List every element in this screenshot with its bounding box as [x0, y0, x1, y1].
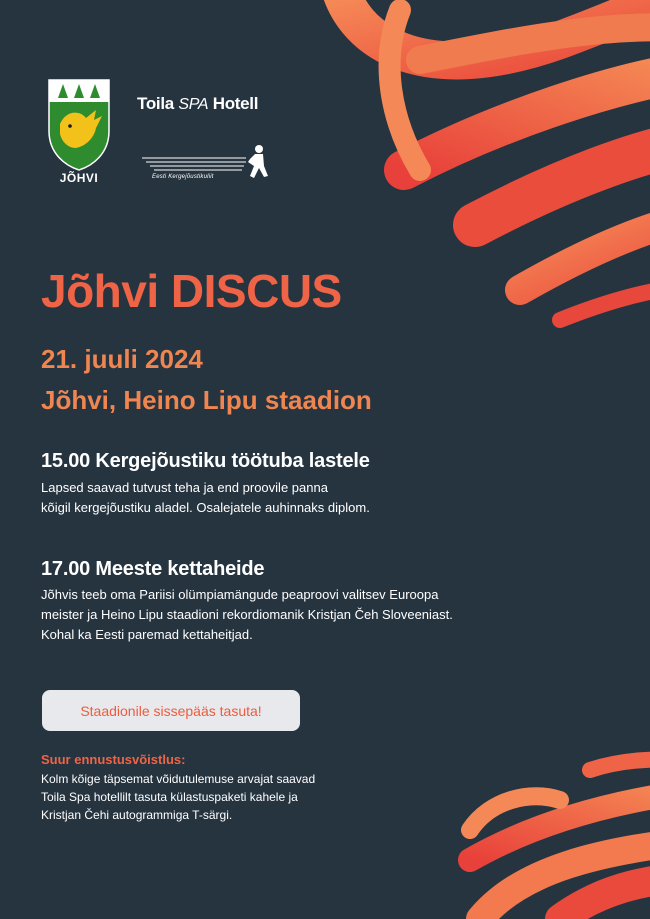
event-2-line: Kohal ka Eesti paremad kettaheitjad. — [41, 627, 253, 642]
event-2-title: 17.00 Meeste kettaheide — [41, 558, 265, 580]
event-1-line: Lapsed saavad tutvust teha ja end proovile panna — [41, 480, 328, 495]
crest-name: JÕHVI — [59, 171, 99, 185]
contest-line: Kolm kõige täpsemat võidutulemuse arvajat saavad — [41, 772, 316, 786]
event-2-line: meister ja Heino Lipu staadioni rekordiomanik Kristjan Čeh Sloveeniast. — [41, 607, 453, 622]
contest-line: Toila Spa hotellilt tasuta külastuspaketi kahele ja — [41, 790, 298, 804]
event-date: 21. juuli 2024 — [41, 344, 203, 374]
hotel-name-spa: SPA — [178, 96, 209, 113]
event-1-line: kõigil kergejõustiku aladel. Osalejatele auhinnaks diplom. — [41, 500, 370, 515]
event-venue: Jõhvi, Heino Lipu staadion — [41, 385, 372, 415]
free-entry-badge — [42, 690, 300, 731]
event-1-title: 15.00 Kergejõustiku töötuba lastele — [41, 450, 370, 472]
event-2-line: Jõhvis teeb oma Pariisi olümpiamängude peaproovi valitsev Euroopa — [41, 587, 439, 602]
event-1-description — [41, 478, 370, 518]
hotel-name-right: Hotell — [212, 94, 259, 113]
johvi-crest-logo — [46, 76, 112, 172]
free-entry-label: Staadionile sissepääs tasuta! — [80, 702, 262, 719]
event-2-description — [41, 585, 453, 645]
federation-name: Eesti Kergejõustikuliit — [152, 174, 214, 180]
contest-line: Kristjan Čehi autogrammiga T-särgi. — [41, 808, 233, 822]
hotel-name-left: Toila — [137, 94, 174, 113]
contest-heading: Suur ennustusvõistlus: — [41, 752, 186, 767]
toila-spa-hotell-logo — [137, 94, 258, 114]
event-title: Jõhvi DISCUS — [41, 265, 342, 317]
